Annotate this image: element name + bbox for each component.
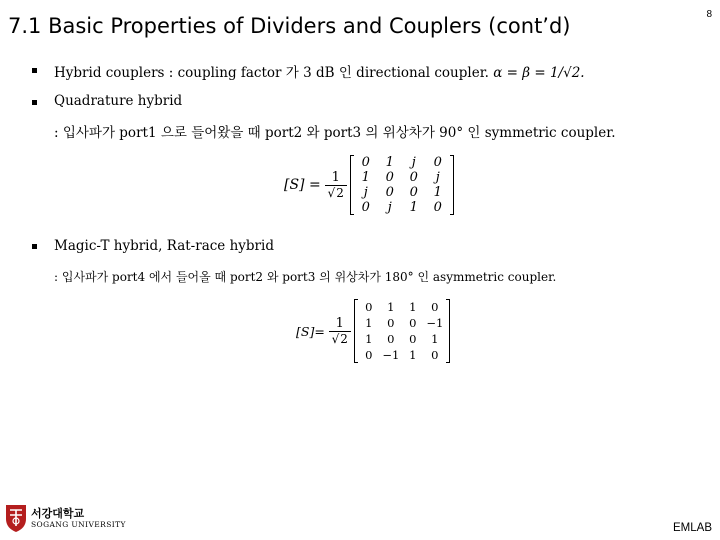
- sqrt-argument-2: 2: [340, 331, 348, 346]
- fraction-numerator: 1: [331, 169, 340, 185]
- logo-english: SOGANG UNIVERSITY: [31, 519, 126, 529]
- matrix-grid-2: [358, 299, 446, 363]
- s-matrix-label: [S] =: [284, 177, 321, 193]
- matrix-cell: 0: [365, 348, 373, 362]
- matrix-cell: 0: [387, 332, 395, 346]
- sqrt-argument: 2: [336, 185, 344, 200]
- matrix-cell: 0: [409, 316, 417, 330]
- university-seal-icon: [4, 502, 28, 534]
- matrix-cell: j: [363, 185, 368, 200]
- university-logo: [4, 502, 126, 534]
- bullet-hybrid-couplers: [54, 61, 585, 81]
- matrix-cell: 1: [409, 300, 417, 314]
- matrix-cell: 0: [431, 300, 439, 314]
- matrix-cell: 1: [361, 170, 370, 185]
- magic-t-s-matrix: [296, 299, 450, 363]
- matrix-cell: j: [411, 155, 416, 170]
- matrix-cell: 0: [409, 332, 417, 346]
- quadrature-description: : 입사파가 port1 으로 들어왔을 때 port2 와 port3 의 위상차가 90° 인 symmetric coupler.: [54, 125, 616, 141]
- matrix-cell: j: [387, 200, 392, 215]
- matrix-cell: −1: [382, 348, 400, 362]
- sqrt-icon-2: √: [331, 331, 340, 346]
- logo-text: [31, 507, 126, 530]
- slide-title: 7.1 Basic Properties of Dividers and Couplers (cont’d): [8, 14, 571, 38]
- s-matrix-label-2: [S]=: [296, 323, 325, 339]
- bullet-marker-3: [32, 244, 37, 249]
- matrix-cell: 0: [361, 155, 370, 170]
- quadrature-s-matrix: [284, 155, 454, 215]
- matrix-right-bracket-2: [446, 299, 450, 363]
- matrix-cell: 0: [365, 300, 373, 314]
- matrix-cell: 1: [409, 348, 417, 362]
- matrix-grid: [354, 155, 450, 215]
- magic-t-description: : 입사파가 port4 에서 들어올 때 port2 와 port3 의 위상차가 180° 인 asymmetric coupler.: [54, 270, 557, 284]
- matrix-right-bracket: [450, 155, 454, 215]
- matrix-cell: 1: [385, 155, 394, 170]
- matrix-cell: 0: [409, 170, 418, 185]
- bullet-hybrid-equation: α = β = 1/√2.: [493, 65, 585, 81]
- bullet-hybrid-text: Hybrid couplers : coupling factor 가 3 dB 인 directional coupler.: [54, 65, 494, 81]
- matrix-cell: 0: [361, 200, 370, 215]
- matrix-cell: 1: [433, 185, 442, 200]
- fraction-denominator: [328, 186, 344, 201]
- sqrt-icon: √: [327, 185, 336, 200]
- matrix-cell: 0: [409, 185, 418, 200]
- matrix-cell: −1: [426, 316, 444, 330]
- coefficient-fraction: [325, 170, 347, 201]
- bullet-marker-1: [32, 68, 37, 73]
- page-number: 8: [706, 9, 712, 20]
- matrix-cell: 1: [387, 300, 395, 314]
- fraction-denominator-2: [332, 332, 348, 347]
- bullet-quadrature-hybrid: Quadrature hybrid: [54, 93, 183, 109]
- bullet-marker-2: [32, 100, 37, 105]
- matrix-cell: 0: [433, 200, 442, 215]
- matrix-cell: 0: [431, 348, 439, 362]
- matrix-cell: 0: [387, 316, 395, 330]
- matrix-cell: 0: [385, 170, 394, 185]
- matrix-cell: j: [435, 170, 440, 185]
- logo-korean: 서강대학교: [31, 506, 85, 520]
- matrix-cell: 0: [433, 155, 442, 170]
- matrix-cell: 1: [365, 332, 373, 346]
- bullet-magic-t-hybrid: Magic-T hybrid, Rat-race hybrid: [54, 238, 274, 254]
- coefficient-fraction-2: [329, 316, 351, 347]
- matrix-cell: 1: [409, 200, 418, 215]
- fraction-numerator-2: 1: [335, 315, 344, 331]
- matrix-cell: 1: [431, 332, 439, 346]
- matrix-cell: 1: [365, 316, 373, 330]
- matrix-cell: 0: [385, 185, 394, 200]
- lab-name: EMLAB: [673, 522, 712, 534]
